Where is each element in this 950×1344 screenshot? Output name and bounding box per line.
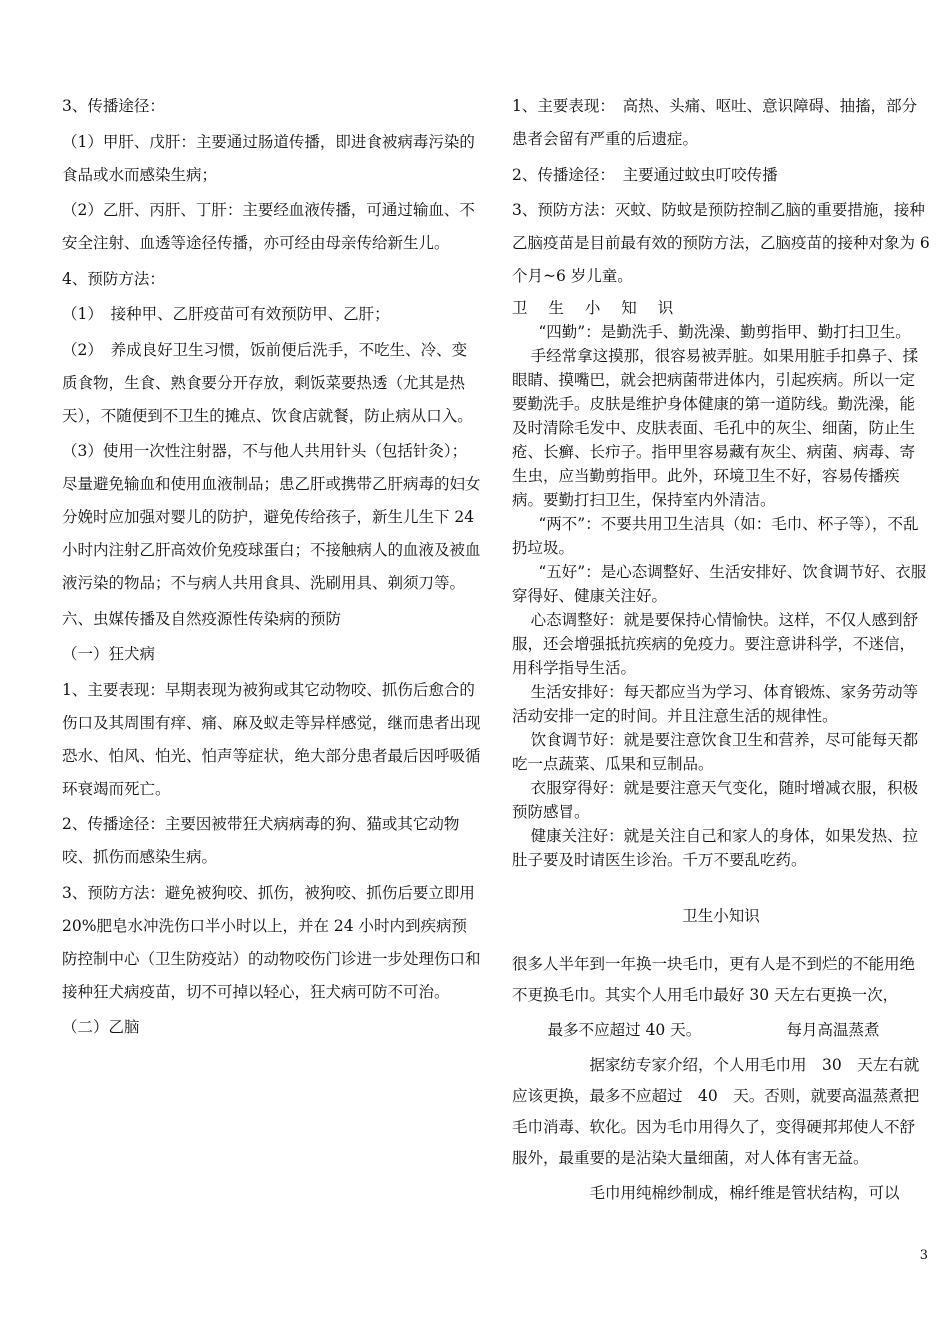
knowledge-paragraph: “五好”：是心态调整好、生活安排好、饮食调节好、衣服穿得好、健康关注好。 [512, 562, 927, 605]
paragraph: 1、主要表现： 高热、头痛、呕吐、意识障碍、抽搐，部分患者会留有严重的后遗症。 [512, 97, 918, 148]
paragraph: （3）使用一次性注射器，不与他人共用针头（包括针灸）；尽量避免输血和使用血液制品；患乙肝或携带乙肝病毒的妇女分娩时应加强对婴儿的防护，避免传给孩子，新生儿生下 24 小时内注射乙肝高效价免疫球蛋白；不接触病人的血液及被血液污染的物品；不与病人共用食具、洗刷用具、剃须刀等。 [62, 442, 481, 592]
knowledge-paragraph: 饮食调节好：就是要注意饮食卫生和营养，尽可能每天都吃一点蔬菜、瓜果和豆制品。 [512, 730, 919, 773]
paragraph: 3、传播途径： [62, 97, 165, 115]
knowledge-paragraph: “两不”：不要共用卫生洁具（如：毛巾、杯子等），不乱扔垃圾。 [512, 514, 919, 557]
section-title: 卫生小知识 [682, 906, 760, 925]
paragraph: 2、传播途径：主要因被带狂犬病病毒的狗、猫或其它动物咬、抓伤而感染生病。 [62, 815, 460, 866]
knowledge-paragraph: 健康关注好：就是关注自己和家人的身体，如果发热、拉肚子要及时请医生诊治。千万不要乱吃药。 [512, 826, 919, 869]
paragraph: （1）甲肝、戊肝：主要通过肠道传播，即进食被病毒污染的食品或水而感染生病； [62, 132, 475, 184]
paragraph: 3、预防方法：避免被狗咬、抓伤，被狗咬、抓伤后要立即用 20%肥皂水冲洗伤口半小时以上，并在 24 小时内到疾病预防控制中心（卫生防疫站）的动物咬伤门诊进一步处理伤口和接种狂犬病疫苗，切不可掉以轻心，狂犬病可防不可治。 [62, 883, 481, 1001]
paragraph: （2） 养成良好卫生习惯，饭前便后洗手，不吃生、冷、变质食物，生食、熟食要分开存放，剩饭菜要热透（尤其是热天），不随便到不卫生的摊点、饮食店就餐，防止病从口入。 [62, 340, 473, 425]
towel-paragraph: 据家纺专家介绍，个人用毛巾用 30 天左右就应该更换，最多不应超过 40 天。否则，就要高温蒸煮把毛巾消毒、软化。因为毛巾用得久了，变得硬邦邦使人不舒服外，最重要的是沾染大量细菌，对人体有害无益。 [512, 1055, 920, 1167]
paragraph: 3、预防方法：灭蚊、防蚊是预防控制乙脑的重要措施，接种乙脑疫苗是目前最有效的预防方法，乙脑疫苗的接种对象为 6 个月~6 岁儿童。 [512, 201, 930, 285]
page-number: 3 [919, 1248, 928, 1263]
subsection-heading: （二）乙脑 [62, 1018, 140, 1036]
knowledge-title: 卫 生 小 知 识 [512, 298, 682, 317]
left-column [62, 90, 482, 1047]
right-column [512, 90, 930, 1213]
knowledge-paragraph: 生活安排好：每天都应当为学习、体育锻炼、家务劳动等活动安排一定的时间。并且注意生活的规律性。 [512, 682, 919, 725]
paragraph: （2）乙肝、丙肝、丁肝：主要经血液传播，可通过输血、不安全注射、血透等途径传播，亦可经由母亲传给新生儿。 [62, 201, 475, 252]
knowledge-paragraph: “四勤”：是勤洗手、勤洗澡、勤剪指甲、勤打扫卫生。 [538, 322, 911, 341]
section-heading: 六、虫媒传播及自然疫源性传染病的预防 [62, 609, 342, 628]
knowledge-paragraph: 心态调整好：就是要保持心情愉快。这样，不仅人感到舒服，还会增强抵抗疾病的免疫力。要注意讲科学，不迷信，用科学指导生活。 [512, 610, 919, 677]
paragraph: 2、传播途径： 主要通过蚊虫叮咬传播 [512, 165, 778, 184]
towel-paragraph: 最多不应超过 40 天。 每月高温蒸煮 [547, 1020, 880, 1039]
paragraph: 1、主要表现：早期表现为被狗或其它动物咬、抓伤后愈合的伤口及其周围有痒、痛、麻及蚁走等异样感觉，继而患者出现恐水、怕风、怕光、怕声等症状，绝大部分患者最后因呼吸循环衰竭而死亡。 [62, 680, 481, 798]
subsection-heading: （一）狂犬病 [62, 645, 156, 663]
towel-paragraph: 很多人半年到一年换一块毛巾，更有人是不到烂的不能用绝不更换毛巾。其实个人用毛巾最好 30 天左右更换一次， [512, 954, 916, 1004]
towel-paragraph: 毛巾用纯棉纱制成，棉纤维是管状结构，可以 [589, 1183, 900, 1202]
paragraph: （1） 接种甲、乙肝疫苗可有效预防甲、乙肝； [62, 305, 390, 323]
towel-section [512, 949, 930, 1209]
knowledge-paragraph: 衣服穿得好：就是要注意天气变化，随时增减衣服，积极预防感冒。 [512, 778, 919, 821]
knowledge-paragraph: 手经常拿这摸那，很容易被弄脏。如果用脏手扣鼻子、揉眼睛、摸嘴巴，就会把病菌带进体内，引起疾病。所以一定要勤洗手。皮肤是维护身体健康的第一道防线。勤洗澡，能及时清除毛发中、皮肤表面、毛孔中的灰尘、细菌，防止生疮、长癣、长疖子。指甲里容易藏有灰尘、病菌、病毒、寄生虫，应当勤剪指甲。此外，环境卫生不好，容易传播疾病。要勤打扫卫生，保持室内外清洁。 [512, 346, 919, 509]
paragraph: 4、预防方法： [62, 269, 165, 288]
